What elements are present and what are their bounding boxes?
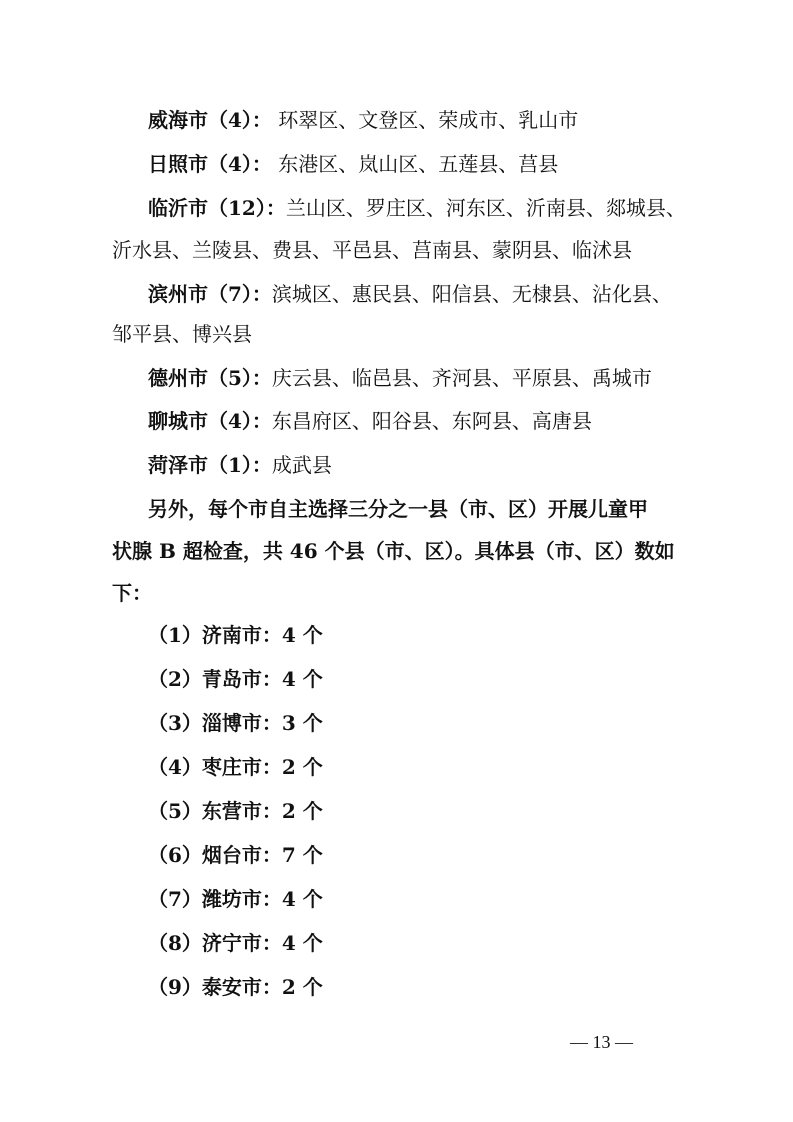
- city-name: 菏泽市（1）：: [148, 453, 272, 477]
- paragraph-line-1: 另外，每个市自主选择三分之一县（市、区）开展儿童甲: [148, 497, 648, 521]
- district-list: 成武县: [271, 453, 332, 477]
- district-list: 东港区、岚山区、五莲县、莒县: [271, 152, 559, 176]
- city-line-binzhou-cont: 邹平县、博兴县: [112, 322, 252, 346]
- city-name: 临沂市（12）：: [148, 196, 286, 220]
- city-line-dezhou: [148, 364, 652, 392]
- paragraph-line-3: 下：: [112, 581, 152, 605]
- city-name: 威海市（4）：: [148, 108, 272, 132]
- city-line-heze: [148, 451, 332, 479]
- city-line-rizhao: [148, 150, 558, 178]
- count-item-jining: （8）济宁市：4 个: [148, 931, 323, 955]
- city-line-linyi-cont: 沂水县、兰陵县、费县、平邑县、莒南县、蒙阴县、临沭县: [112, 238, 632, 262]
- city-line-weihai: [148, 106, 578, 134]
- city-name: 日照市（4）：: [148, 152, 272, 176]
- district-list: 滨城区、惠民县、阳信县、无棣县、沾化县、: [271, 282, 672, 306]
- district-list: 兰山区、罗庄区、河东区、沂南县、郯城县、: [285, 196, 686, 220]
- city-name: 德州市（5）：: [148, 366, 272, 390]
- count-item-zibo: （3）淄博市：3 个: [148, 711, 323, 735]
- district-list: 东昌府区、阳谷县、东阿县、高唐县: [271, 409, 592, 433]
- paragraph-line-2: 状腺 B 超检查，共 46 个县（市、区）。具体县（市、区）数如: [112, 539, 675, 563]
- district-list: 庆云县、临邑县、齐河县、平原县、禹城市: [271, 366, 652, 390]
- count-item-qingdao: （2）青岛市：4 个: [148, 667, 323, 691]
- district-list: 环翠区、文登区、荣成市、乳山市: [271, 108, 579, 132]
- city-name: 聊城市（4）：: [148, 409, 272, 433]
- city-line-binzhou: [148, 280, 672, 308]
- page-number: — 13 —: [570, 1032, 633, 1052]
- count-item-dongying: （5）东营市：2 个: [148, 799, 323, 823]
- count-item-taian: （9）泰安市：2 个: [148, 975, 323, 999]
- city-line-liaocheng: [148, 407, 592, 435]
- count-item-zaozhuang: （4）枣庄市：2 个: [148, 755, 323, 779]
- count-item-weifang: （7）潍坊市：4 个: [148, 887, 323, 911]
- count-item-jinan: （1）济南市：4 个: [148, 623, 323, 647]
- city-name: 滨州市（7）：: [148, 282, 272, 306]
- count-item-yantai: （6）烟台市：7 个: [148, 843, 323, 867]
- city-line-linyi: [148, 194, 686, 222]
